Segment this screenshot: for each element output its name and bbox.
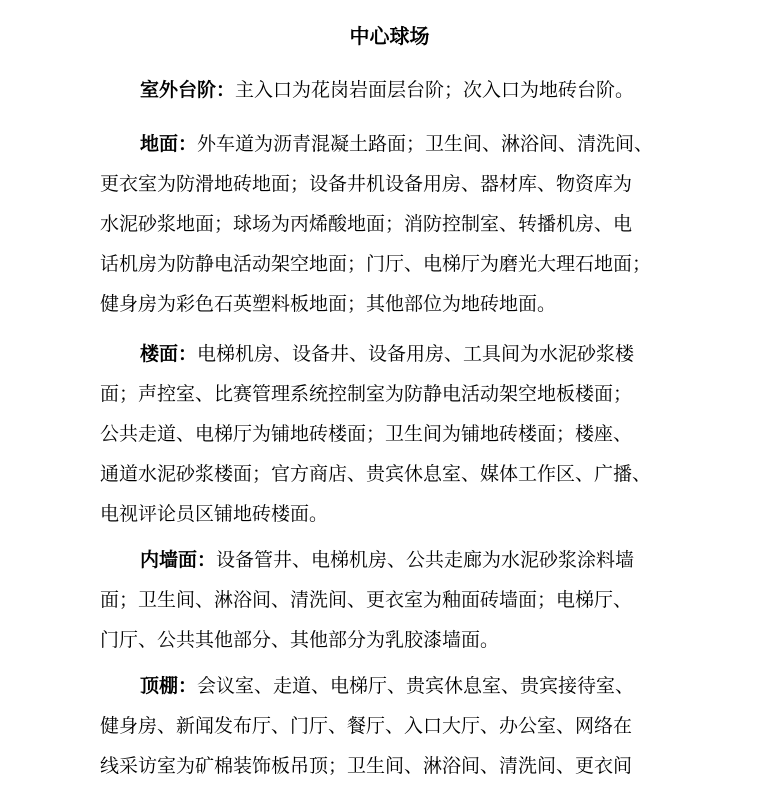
section-storey-floor [100, 334, 690, 534]
paragraph-line [100, 666, 690, 706]
paragraph-line: 水泥砂浆地面；球场为丙烯酸地面；消防控制室、转播机房、电 [100, 213, 633, 235]
paragraph-line: 更衣室为防滑地砖地面；设备井机设备用房、器材库、物资库为 [100, 173, 633, 195]
paragraph-line [100, 540, 690, 580]
paragraph-line: 健身房为彩色石英塑料板地面；其他部位为地砖地面。 [100, 293, 557, 315]
paragraph-line [100, 124, 690, 164]
section-heading: 顶棚： [140, 675, 198, 697]
section-heading: 室外台阶： [140, 79, 236, 101]
paragraph-line: 通道水泥砂浆楼面；官方商店、贵宾休息室、媒体工作区、广播、 [100, 463, 652, 485]
paragraph-line [100, 334, 690, 374]
paragraph-line: 话机房为防静电活动架空地面；门厅、电梯厅为磨光大理石地面； [100, 253, 652, 275]
section-text: 电梯机房、设备井、设备用房、工具间为水泥砂浆楼 [197, 343, 635, 365]
section-ceiling [100, 666, 690, 786]
section-text: 会议室、走道、电梯厅、贵宾休息室、贵宾接待室、 [197, 675, 635, 697]
paragraph-line: 面；声控室、比赛管理系统控制室为防静电活动架空地板楼面； [100, 383, 633, 405]
section-interior-wall [100, 540, 690, 660]
paragraph-line: 线采访室为矿棉装饰板吊顶；卫生间、淋浴间、清洗间、更衣间 [100, 755, 633, 777]
paragraph-line: 健身房、新闻发布厅、门厅、餐厅、入口大厅、办公室、网络在 [100, 715, 633, 737]
section-text: 主入口为花岗岩面层台阶；次入口为地砖台阶。 [235, 79, 635, 101]
paragraph-line: 公共走道、电梯厅为铺地砖楼面；卫生间为铺地砖楼面；楼座、 [100, 423, 633, 445]
section-floor [100, 124, 690, 324]
section-heading: 内墙面： [140, 549, 217, 571]
paragraph-line: 电视评论员区铺地砖楼面。 [100, 503, 329, 525]
section-text: 外车道为沥青混凝土路面；卫生间、淋浴间、清洗间、 [197, 133, 654, 155]
paragraph-line: 门厅、公共其他部分、其他部分为乳胶漆墙面。 [100, 629, 500, 651]
paragraph-line: 面；卫生间、淋浴间、清洗间、更衣室为釉面砖墙面；电梯厅、 [100, 589, 633, 611]
section-text: 设备管井、电梯机房、公共走廊为水泥砂浆涂料墙 [216, 549, 635, 571]
section-heading: 楼面： [140, 343, 198, 365]
section-heading: 地面： [140, 133, 198, 155]
paragraph-line [100, 70, 690, 110]
section-outdoor-steps [100, 70, 690, 110]
page-title: 中心球场 [349, 24, 430, 48]
